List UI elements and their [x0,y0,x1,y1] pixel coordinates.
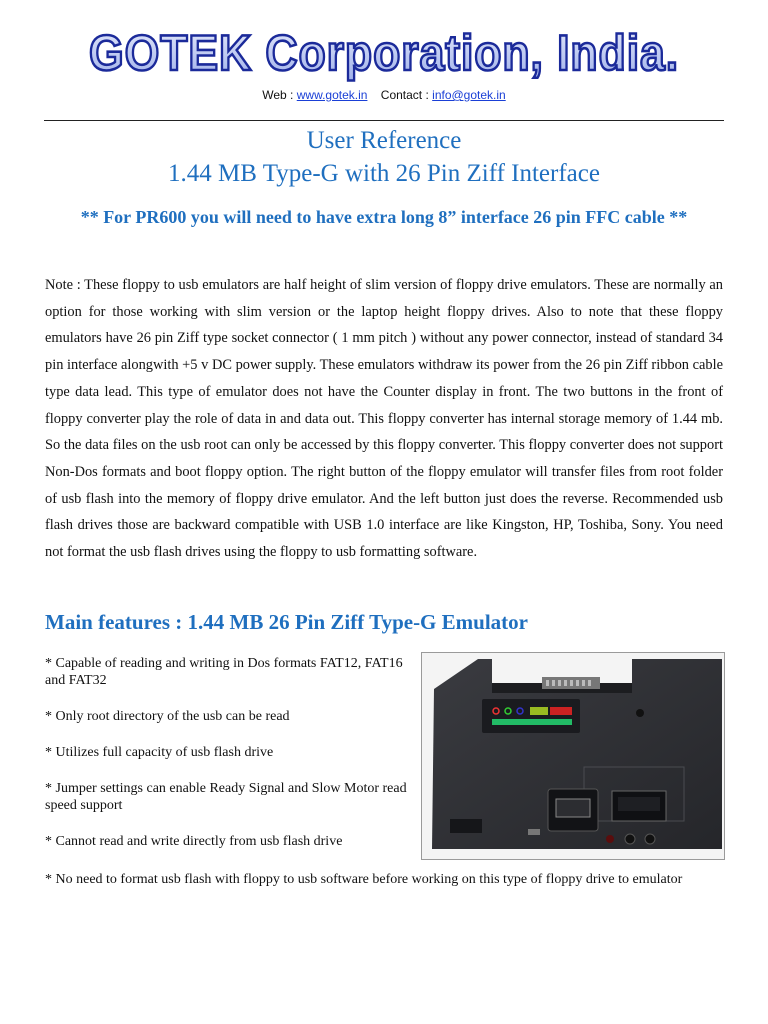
feature-item: * Utilizes full capacity of usb flash drive [45,745,274,760]
logo-text: GOTEK Corporation, India. [89,25,679,81]
header-divider [44,120,724,121]
feature-item: * Jumper settings can enable Ready Signal and Slow Motor read speed support [45,781,407,813]
feature-item-last: * No need to format usb flash with floppy to usb software before working on this type of floppy drive to emulator [45,872,683,887]
page-subtitle: 1.44 MB Type-G with 26 Pin Ziff Interface [168,160,600,187]
web-link[interactable]: www.gotek.in [296,88,368,102]
note-paragraph: Note : These floppy to usb emulators are half height of slim version of floppy drive emulators. These are normally an option for those working with slim version or the laptop height floppy drives. Also to note that these floppy emulators have 26 pin Ziff type socket connector ( 1 mm pitch ) without any power connector, instead of standard 34 pin interface alongwith +5 v DC power supply. These emulators withdraw its power from the 26 pin Ziff ribbon cable type data lead. This type of emulator does not have the Counter display in front. The two buttons in the front of floppy converter play the role of data in and data out. This floppy converter has internal storage memory of 1.44 mb. So the data files on the usb root can only be accessed by this floppy converter. This floppy converter does not support Non-Dos formats and boot floppy option. The right button of the floppy emulator will transfer files from root folder of usb flash into the memory of floppy drive emulator. And the left button just does the reverse. Recommended usb flash drives those are backward compatible with USB 1.0 interface are like Kingston, HP, Toshiba, Sony. You need not format the usb flash drives using the floppy to usb formatting software. [45,277,723,561]
floppy-emulator-image [422,653,724,859]
features-list [45,655,415,869]
feature-item: * Cannot read and write directly from usb flash drive [45,834,343,849]
features-heading: Main features : 1.44 MB 26 Pin Ziff Type-G Emulator [45,610,528,634]
page-title: User Reference [306,127,462,154]
product-photo [421,652,725,860]
contact-line [0,88,768,102]
feature-item: * Capable of reading and writing in Dos formats FAT12, FAT16 and FAT32 [45,656,403,688]
company-logo [0,16,768,82]
web-label: Web : [262,88,294,102]
contact-label: Contact : [380,88,429,102]
feature-item: * Only root directory of the usb can be read [45,709,290,724]
email-link[interactable]: info@gotek.in [432,88,506,102]
pr600-cable-note: ** For PR600 you will need to have extra long 8” interface 26 pin FFC cable ** [80,207,688,227]
